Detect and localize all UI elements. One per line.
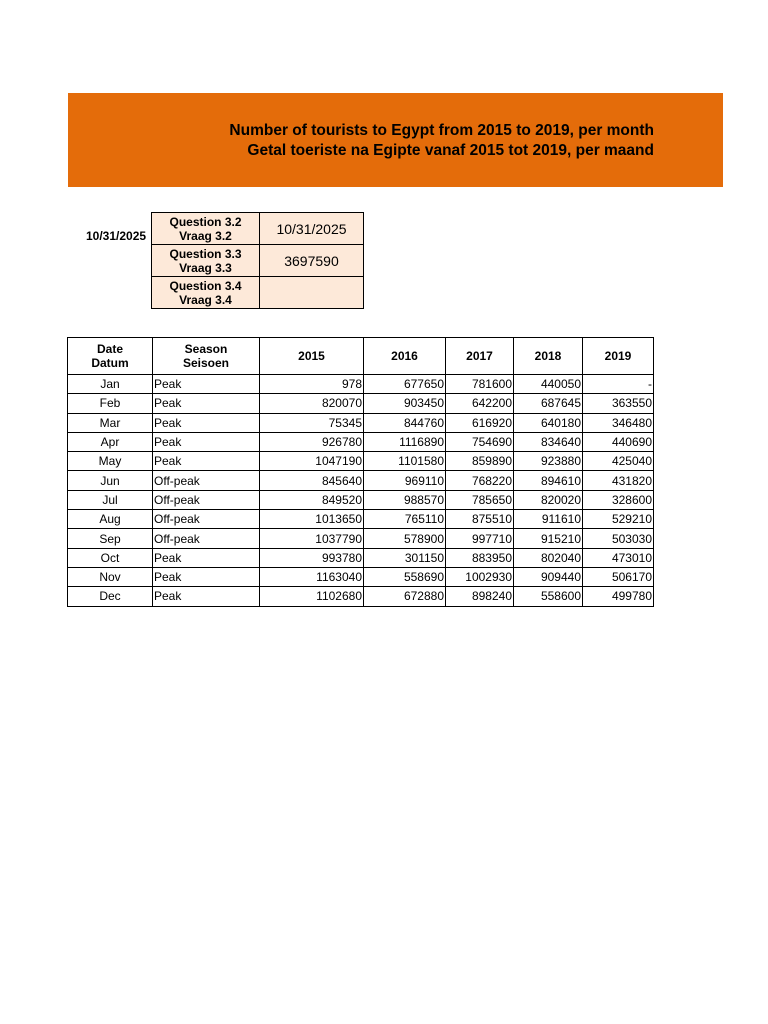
question-label-cell[interactable] bbox=[152, 245, 260, 277]
banner-title bbox=[68, 121, 654, 161]
value-cell[interactable]: 473010 bbox=[583, 548, 654, 567]
season-cell[interactable]: Peak bbox=[153, 587, 260, 606]
month-cell[interactable]: Mar bbox=[68, 413, 153, 432]
value-cell[interactable]: 328600 bbox=[583, 490, 654, 509]
month-cell[interactable]: Jul bbox=[68, 490, 153, 509]
value-cell[interactable]: 909440 bbox=[514, 567, 583, 586]
month-cell[interactable]: Sep bbox=[68, 529, 153, 548]
title-banner bbox=[68, 93, 723, 187]
value-cell[interactable]: 431820 bbox=[583, 471, 654, 490]
header-year-2017[interactable]: 2017 bbox=[446, 338, 514, 375]
value-cell[interactable]: 820070 bbox=[260, 394, 364, 413]
table-header-row bbox=[68, 338, 654, 375]
value-cell[interactable]: 529210 bbox=[583, 510, 654, 529]
table-body bbox=[68, 375, 654, 607]
table-row bbox=[68, 587, 654, 606]
value-cell[interactable]: 923880 bbox=[514, 452, 583, 471]
season-cell[interactable]: Off-peak bbox=[153, 510, 260, 529]
header-date-english: Date bbox=[96, 342, 123, 356]
question-label-afrikaans: Vraag 3.4 bbox=[179, 292, 232, 307]
value-cell[interactable]: 834640 bbox=[514, 432, 583, 451]
value-cell[interactable]: 883950 bbox=[446, 548, 514, 567]
value-cell[interactable]: 506170 bbox=[583, 567, 654, 586]
season-cell[interactable]: Off-peak bbox=[153, 490, 260, 509]
table-row bbox=[68, 490, 654, 509]
table-row bbox=[68, 548, 654, 567]
value-cell[interactable]: 1037790 bbox=[260, 529, 364, 548]
season-cell[interactable]: Off-peak bbox=[153, 529, 260, 548]
table-row bbox=[68, 375, 654, 394]
question-label-english: Question 3.2 bbox=[169, 214, 242, 229]
month-cell[interactable]: Oct bbox=[68, 548, 153, 567]
value-cell[interactable]: 765110 bbox=[364, 510, 446, 529]
table-row bbox=[68, 452, 654, 471]
question-label-cell[interactable] bbox=[152, 277, 260, 309]
value-cell[interactable]: 440050 bbox=[514, 375, 583, 394]
value-cell[interactable]: 363550 bbox=[583, 394, 654, 413]
month-cell[interactable]: Apr bbox=[68, 432, 153, 451]
question-label-english: Question 3.3 bbox=[169, 246, 242, 261]
title-english: Number of tourists to Egypt from 2015 to 2019, per month bbox=[229, 122, 654, 139]
value-cell[interactable]: 988570 bbox=[364, 490, 446, 509]
month-cell[interactable]: Nov bbox=[68, 567, 153, 586]
value-cell[interactable]: 926780 bbox=[260, 432, 364, 451]
header-year-2016[interactable]: 2016 bbox=[364, 338, 446, 375]
season-cell[interactable]: Peak bbox=[153, 452, 260, 471]
value-cell[interactable]: 802040 bbox=[514, 548, 583, 567]
value-cell[interactable]: 1102680 bbox=[260, 587, 364, 606]
value-cell[interactable]: - bbox=[583, 375, 654, 394]
value-cell[interactable]: 849520 bbox=[260, 490, 364, 509]
value-cell[interactable]: 859890 bbox=[446, 452, 514, 471]
header-date-afrikaans: Datum bbox=[91, 356, 129, 370]
answer-cell[interactable]: 10/31/2025 bbox=[260, 213, 364, 245]
value-cell[interactable]: 558690 bbox=[364, 567, 446, 586]
value-cell[interactable]: 1013650 bbox=[260, 510, 364, 529]
value-cell[interactable]: 499780 bbox=[583, 587, 654, 606]
table-row bbox=[68, 432, 654, 451]
value-cell[interactable]: 911610 bbox=[514, 510, 583, 529]
value-cell[interactable]: 75345 bbox=[260, 413, 364, 432]
season-cell[interactable]: Peak bbox=[153, 413, 260, 432]
table-row bbox=[68, 567, 654, 586]
title-afrikaans: Getal toeriste na Egipte vanaf 2015 tot 2019, per maand bbox=[247, 142, 654, 159]
season-cell[interactable]: Peak bbox=[153, 375, 260, 394]
value-cell[interactable]: 845640 bbox=[260, 471, 364, 490]
value-cell[interactable]: 1002930 bbox=[446, 567, 514, 586]
tourists-table bbox=[67, 337, 654, 607]
value-cell[interactable]: 844760 bbox=[364, 413, 446, 432]
header-year-2019[interactable]: 2019 bbox=[583, 338, 654, 375]
value-cell[interactable]: 642200 bbox=[446, 394, 514, 413]
header-season[interactable] bbox=[153, 338, 260, 375]
value-cell[interactable]: 993780 bbox=[260, 548, 364, 567]
month-cell[interactable]: Aug bbox=[68, 510, 153, 529]
value-cell[interactable]: 903450 bbox=[364, 394, 446, 413]
header-date[interactable] bbox=[68, 338, 153, 375]
question-row bbox=[152, 277, 364, 309]
value-cell[interactable]: 768220 bbox=[446, 471, 514, 490]
question-row bbox=[152, 245, 364, 277]
season-cell[interactable]: Peak bbox=[153, 432, 260, 451]
question-label-english: Question 3.4 bbox=[169, 278, 242, 293]
value-cell[interactable]: 558600 bbox=[514, 587, 583, 606]
value-cell[interactable]: 640180 bbox=[514, 413, 583, 432]
season-cell[interactable]: Peak bbox=[153, 394, 260, 413]
value-cell[interactable]: 687645 bbox=[514, 394, 583, 413]
month-cell[interactable]: Jan bbox=[68, 375, 153, 394]
question-label-afrikaans: Vraag 3.2 bbox=[179, 228, 232, 243]
value-cell[interactable]: 969110 bbox=[364, 471, 446, 490]
table-row bbox=[68, 394, 654, 413]
value-cell[interactable]: 894610 bbox=[514, 471, 583, 490]
question-row bbox=[152, 213, 364, 245]
header-year-2018[interactable]: 2018 bbox=[514, 338, 583, 375]
table-row bbox=[68, 471, 654, 490]
value-cell[interactable]: 1101580 bbox=[364, 452, 446, 471]
value-cell[interactable]: 1047190 bbox=[260, 452, 364, 471]
header-season-english: Season bbox=[184, 342, 228, 356]
value-cell[interactable]: 875510 bbox=[446, 510, 514, 529]
side-date-cell[interactable]: 10/31/2025 bbox=[86, 229, 147, 243]
question-label-afrikaans: Vraag 3.3 bbox=[179, 260, 232, 275]
header-season-afrikaans: Seisoen bbox=[182, 356, 230, 370]
month-cell[interactable]: Jun bbox=[68, 471, 153, 490]
value-cell[interactable]: 677650 bbox=[364, 375, 446, 394]
answer-cell[interactable] bbox=[260, 277, 364, 309]
value-cell[interactable]: 503030 bbox=[583, 529, 654, 548]
value-cell[interactable]: 781600 bbox=[446, 375, 514, 394]
value-cell[interactable]: 754690 bbox=[446, 432, 514, 451]
month-cell[interactable]: May bbox=[68, 452, 153, 471]
value-cell[interactable]: 1116890 bbox=[364, 432, 446, 451]
value-cell[interactable]: 578900 bbox=[364, 529, 446, 548]
table-row bbox=[68, 510, 654, 529]
value-cell[interactable]: 1163040 bbox=[260, 567, 364, 586]
month-cell[interactable]: Feb bbox=[68, 394, 153, 413]
value-cell[interactable]: 440690 bbox=[583, 432, 654, 451]
value-cell[interactable]: 820020 bbox=[514, 490, 583, 509]
season-cell[interactable]: Peak bbox=[153, 548, 260, 567]
value-cell[interactable]: 785650 bbox=[446, 490, 514, 509]
value-cell[interactable]: 997710 bbox=[446, 529, 514, 548]
value-cell[interactable]: 425040 bbox=[583, 452, 654, 471]
value-cell[interactable]: 915210 bbox=[514, 529, 583, 548]
season-cell[interactable]: Peak bbox=[153, 567, 260, 586]
value-cell[interactable]: 898240 bbox=[446, 587, 514, 606]
month-cell[interactable]: Dec bbox=[68, 587, 153, 606]
value-cell[interactable]: 301150 bbox=[364, 548, 446, 567]
value-cell[interactable]: 346480 bbox=[583, 413, 654, 432]
value-cell[interactable]: 978 bbox=[260, 375, 364, 394]
table-row bbox=[68, 413, 654, 432]
season-cell[interactable]: Off-peak bbox=[153, 471, 260, 490]
value-cell[interactable]: 616920 bbox=[446, 413, 514, 432]
answer-cell[interactable]: 3697590 bbox=[260, 245, 364, 277]
header-year-2015[interactable]: 2015 bbox=[260, 338, 364, 375]
question-label-cell[interactable] bbox=[152, 213, 260, 245]
value-cell[interactable]: 672880 bbox=[364, 587, 446, 606]
table-row bbox=[68, 529, 654, 548]
questions-table bbox=[151, 212, 364, 309]
